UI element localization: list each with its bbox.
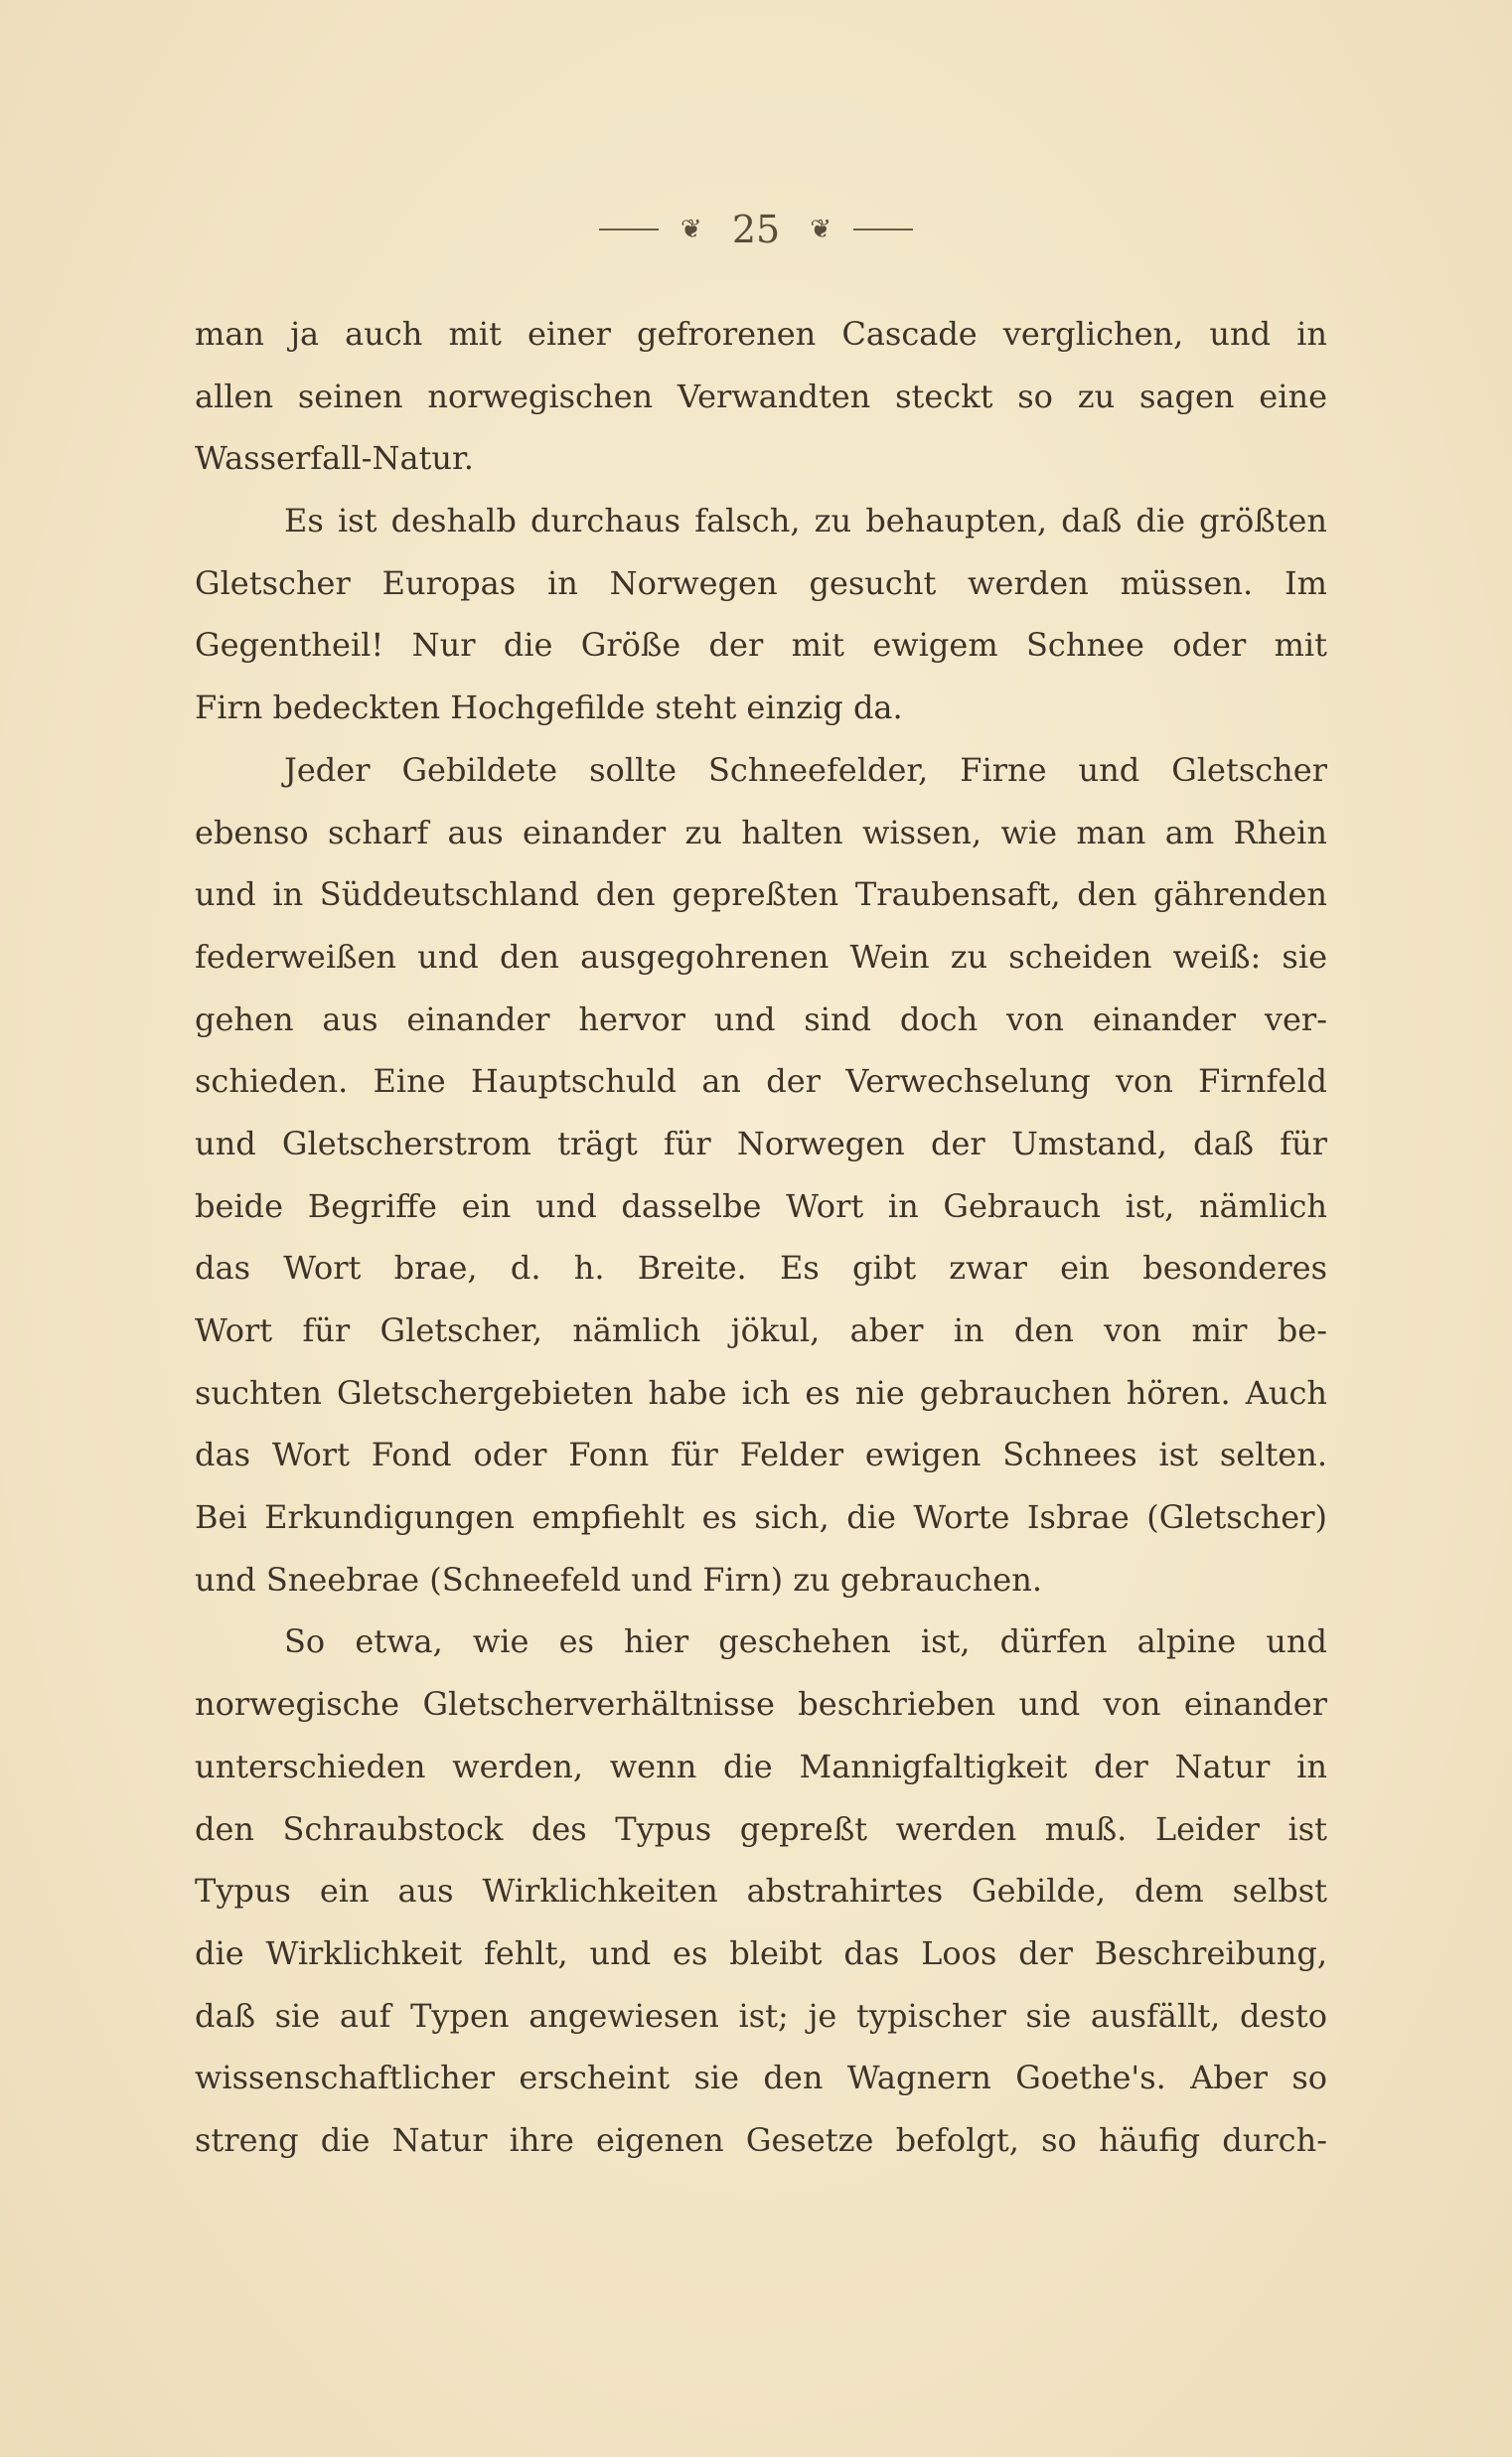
text-line [195, 303, 1327, 366]
text-line-content: Jeder Gebildete sollte Schneefelder, Firne und Gletscher [284, 750, 1327, 789]
text-line [195, 490, 1327, 552]
text-line [195, 863, 1327, 926]
text-line [195, 1175, 1327, 1238]
text-line-content: Bei Erkundigungen empfiehlt es sich, die Worte Isbrae (Gletscher) [195, 1498, 1327, 1537]
text-line [195, 1549, 1327, 1612]
text-line [195, 1860, 1327, 1922]
text-line-content: Gletscher Europas in Norwegen gesucht werden müssen. Im [195, 563, 1327, 602]
text-line [195, 2109, 1327, 2172]
text-line-content: streng die Natur ihre eigenen Gesetze befolgt, so häufig durch- [195, 2120, 1327, 2159]
text-line-content: Wort für Gletscher, nämlich jökul, aber in den von mir be- [195, 1311, 1327, 1349]
text-line-content: das Wort brae, d. h. Breite. Es gibt zwar ein besonderes [195, 1249, 1327, 1288]
text-line [195, 1611, 1327, 1673]
text-line [195, 926, 1327, 989]
text-line [195, 1237, 1327, 1300]
text-line [195, 1922, 1327, 1985]
header-rule-left [599, 229, 659, 230]
text-line [195, 1673, 1327, 1736]
text-line-content: unterschieden werden, wenn die Mannigfaltigkeit der Natur in [195, 1747, 1327, 1785]
text-line-content: schieden. Eine Hauptschuld an der Verwechselung von Firnfeld [195, 1062, 1327, 1101]
text-line-content: Es ist deshalb durchaus falsch, zu behaupten, daß die größten [284, 502, 1327, 540]
text-line-content: suchten Gletschergebieten habe ich es nie gebrauchen hören. Auch [195, 1373, 1327, 1412]
text-line-content: die Wirklichkeit fehlt, und es bleibt das Loos der Beschreibung, [195, 1933, 1327, 1972]
text-line [195, 989, 1327, 1051]
text-line-content: norwegische Gletscherverhältnisse beschrieben und von einander [195, 1685, 1327, 1724]
text-line-content: Firn bedeckten Hochgefilde steht einzig da. [195, 689, 903, 727]
text-line-content: ebenso scharf aus einander zu halten wissen, wie man am Rhein [195, 813, 1327, 851]
text-line-content: das Wort Fond oder Fonn für Felder ewigen Schnees ist selten. [195, 1436, 1327, 1474]
text-line [195, 1424, 1327, 1486]
text-line [195, 1486, 1327, 1549]
text-line [195, 739, 1327, 802]
text-line-content: Typus ein aus Wirklichkeiten abstrahirtes Gebilde, dem selbst [195, 1872, 1327, 1911]
text-line [195, 1362, 1327, 1425]
text-line-content: und Gletscherstrom trägt für Norwegen der Umstand, daß für [195, 1124, 1327, 1162]
text-line-content: man ja auch mit einer gefrorenen Cascade verglichen, und in [195, 315, 1327, 353]
text-line [195, 802, 1327, 864]
text-line-content: den Schraubstock des Typus gepreßt werden muß. Leider ist [195, 1809, 1327, 1848]
page-number: 25 [731, 207, 781, 251]
ornament-right-icon: ❦ [810, 214, 832, 244]
text-line-content: Wasserfall-Natur. [195, 439, 474, 478]
text-line-content: Gegentheil! Nur die Größe der mit ewigem Schnee oder mit [195, 626, 1327, 665]
text-line-content: wissenschaftlicher erscheint sie den Wagnern Goethe's. Aber so [195, 2059, 1327, 2097]
body-text [195, 303, 1327, 2172]
text-line [195, 366, 1327, 428]
text-line [195, 2047, 1327, 2109]
text-line-content: und in Süddeutschland den gepreßten Traubensaft, den gährenden [195, 875, 1327, 914]
text-line [195, 614, 1327, 677]
page-header [0, 204, 1512, 251]
ornament-left-icon: ❦ [680, 214, 702, 244]
header-rule-right [853, 229, 913, 230]
text-line [195, 1798, 1327, 1861]
text-line-content: daß sie auf Typen angewiesen ist; je typischer sie ausfällt, desto [195, 1996, 1327, 2035]
text-line-content: So etwa, wie es hier geschehen ist, dürfen alpine und [284, 1622, 1327, 1661]
text-line-content: federweißen und den ausgegohrenen Wein zu scheiden weiß: sie [195, 937, 1327, 976]
text-line-content: allen seinen norwegischen Verwandten steckt so zu sagen eine [195, 377, 1327, 415]
text-line-content: gehen aus einander hervor und sind doch von einander ver- [195, 999, 1327, 1038]
text-line [195, 1300, 1327, 1362]
text-line [195, 677, 1327, 739]
text-line [195, 427, 1327, 490]
text-line-content: beide Begriffe ein und dasselbe Wort in Gebrauch ist, nämlich [195, 1186, 1327, 1225]
text-line [195, 1050, 1327, 1113]
text-line [195, 1736, 1327, 1798]
text-line [195, 1113, 1327, 1175]
text-line-content: und Sneebrae (Schneefeld und Firn) zu gebrauchen. [195, 1560, 1042, 1599]
text-line [195, 552, 1327, 615]
text-line [195, 1985, 1327, 2048]
